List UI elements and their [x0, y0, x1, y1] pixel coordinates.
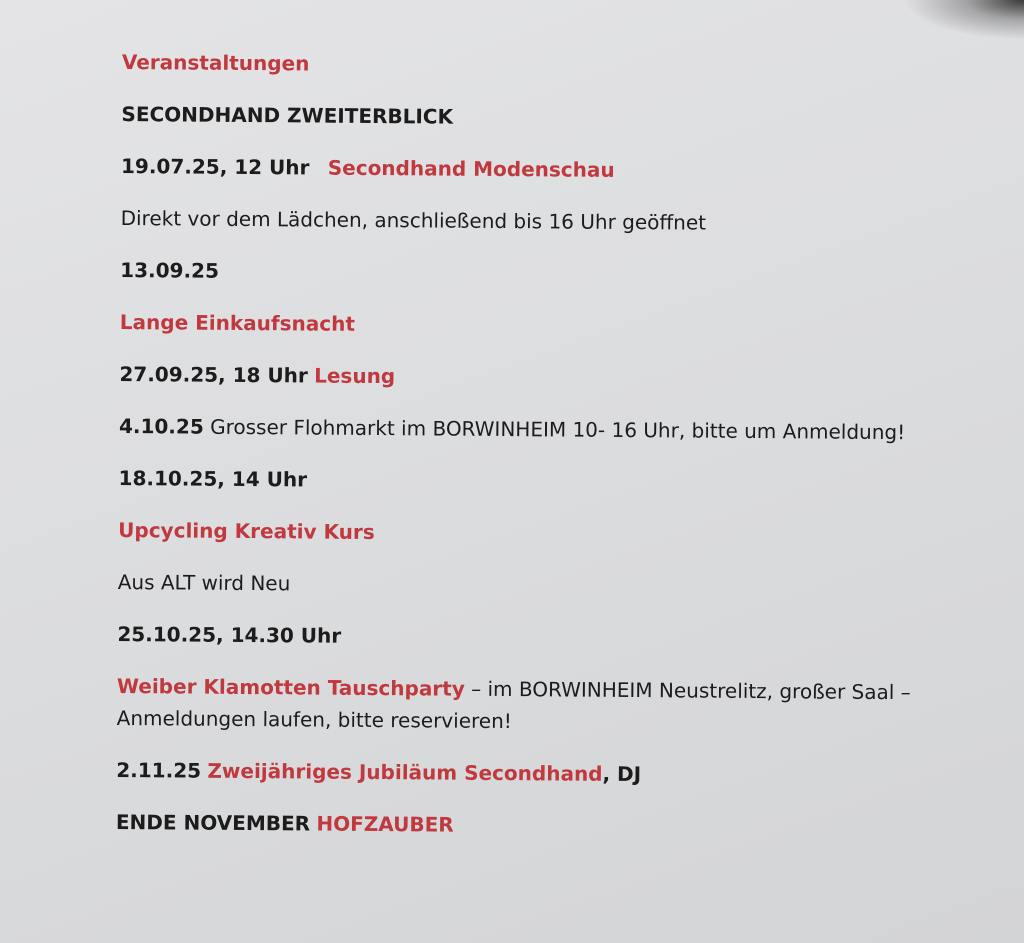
corner-shadow — [904, 0, 1024, 40]
event-title: Zweijähriges Jubiläum Secondhand — [207, 758, 603, 786]
event-lesung — [119, 358, 919, 396]
event-text: – im BORWINHEIM Neustrelitz, großer Saal – Anmeldungen laufen, bitte reservieren! — [116, 676, 911, 734]
event-date: 27.09.25, 18 Uhr — [119, 361, 308, 388]
event-jubilaeum — [116, 754, 916, 792]
event-title: Secondhand Modenschau — [327, 155, 615, 182]
event-date: 25.10.25, 14.30 Uhr — [117, 621, 342, 648]
event-hofzauber — [116, 806, 916, 844]
event-title: Lesung — [314, 363, 396, 389]
shop-name: SECONDHAND ZWEITERBLICK — [121, 101, 454, 129]
event-title: Weiber Klamotten Tauschparty — [116, 673, 465, 701]
event-title: HOFZAUBER — [316, 811, 454, 837]
event-date: 4.10.25 — [118, 413, 204, 439]
event-description: Direkt vor dem Lädchen, anschließend bis 16 Uhr geöffnet — [120, 205, 707, 235]
event-date: 18.10.25, 14 Uhr — [118, 465, 308, 492]
event-text: Grosser Flohmarkt im BORWINHEIM 10- 16 Uhr, bitte um Anmeldung! — [210, 414, 906, 445]
event-title: Lange Einkaufsnacht — [119, 309, 356, 336]
event-date: 2.11.25 — [116, 757, 202, 783]
section-heading: Veranstaltungen — [121, 49, 310, 76]
event-flohmarkt — [119, 410, 919, 448]
event-modenschau — [121, 150, 921, 188]
event-date: ENDE NOVEMBER — [115, 809, 311, 836]
event-suffix: , DJ — [602, 761, 642, 787]
event-description: Aus ALT wird Neu — [117, 569, 291, 596]
event-title: Upcycling Kreativ Kurs — [118, 517, 375, 544]
event-date: 13.09.25 — [120, 257, 220, 283]
event-date: 19.07.25, 12 Uhr — [120, 153, 310, 180]
events-list — [116, 46, 922, 864]
event-tauschparty — [117, 670, 917, 740]
